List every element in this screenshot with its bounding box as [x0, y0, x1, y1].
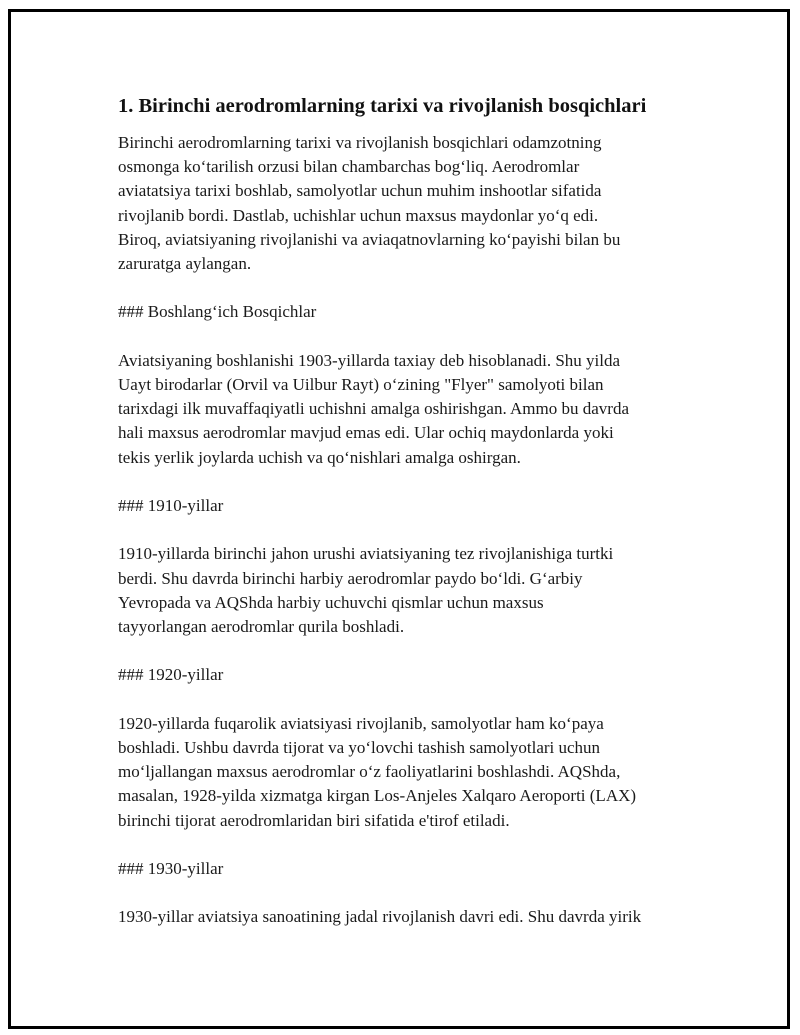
document-title: 1. Birinchi aerodromlarning tarixi va rivojlanish bosqichlari	[118, 95, 647, 117]
text-line: berdi. Shu davrda birinchi harbiy aerodromlar paydo boʻldi. Gʻarbiy	[118, 568, 583, 588]
text-line: Yevropada va AQShda harbiy uchuvchi qismlar uchun maxsus	[118, 592, 544, 612]
section-heading	[118, 494, 708, 518]
text-line: ### 1930-yillar	[118, 858, 224, 878]
text-line: Aviatsiyaning boshlanishi 1903-yillarda taxiay deb hisoblanadi. Shu yilda	[118, 350, 621, 370]
document-body	[118, 93, 708, 930]
block-spacer	[118, 833, 708, 857]
text-line: hali maxsus aerodromlar mavjud emas edi. Ular ochiq maydonlarda yoki	[118, 423, 614, 443]
text-line: boshladi. Ushbu davrda tijorat va yoʻlovchi tashish samolyotlari uchun	[118, 737, 601, 757]
section-heading	[118, 663, 708, 687]
document-blocks	[118, 131, 708, 930]
block-spacer	[118, 881, 708, 905]
paragraph	[118, 131, 708, 276]
block-spacer	[118, 325, 708, 349]
block-spacer	[118, 639, 708, 663]
text-line: ### Boshlangʻich Bosqichlar	[118, 302, 317, 322]
section-heading	[118, 300, 708, 324]
paragraph	[118, 349, 708, 470]
block-spacer	[118, 276, 708, 300]
block-spacer	[118, 518, 708, 542]
block-spacer	[118, 470, 708, 494]
paragraph	[118, 905, 708, 929]
text-line: osmonga koʻtarilish orzusi bilan chambarchas bogʻliq. Aerodromlar	[118, 157, 580, 177]
text-line: 1920-yillarda fuqarolik aviatsiyasi rivojlanib, samolyotlar ham koʻpaya	[118, 713, 604, 733]
block-spacer	[118, 688, 708, 712]
text-line: rivojlanib bordi. Dastlab, uchishlar uchun maxsus maydonlar yoʻq edi.	[118, 205, 599, 225]
text-line: ### 1920-yillar	[118, 665, 224, 685]
paragraph	[118, 542, 708, 639]
text-line: tayyorlangan aerodromlar qurila boshladi.	[118, 617, 405, 636]
text-line: ### 1910-yillar	[118, 496, 224, 515]
text-line: moʻljallangan maxsus aerodromlar oʻz faoliyatlarini boshlashdi. AQShda,	[118, 762, 621, 782]
text-line: tarixdagi ilk muvaffaqiyatli uchishni amalga oshirishgan. Ammo bu davrda	[118, 399, 629, 419]
section-heading	[118, 857, 708, 881]
text-line: zaruratga aylangan.	[118, 254, 252, 274]
text-line: Uayt birodarlar (Orvil va Uilbur Rayt) oʻzining "Flyer" samolyoti bilan	[118, 375, 604, 394]
text-line: Biroq, aviatsiyaning rivojlanishi va aviaqatnovlarning koʻpayishi bilan bu	[118, 229, 621, 249]
text-line: birinchi tijorat aerodromlaridan biri sifatida e'tirof etiladi.	[118, 810, 510, 830]
text-line: masalan, 1928-yilda xizmatga kirgan Los-Anjeles Xalqaro Aeroporti (LAX)	[118, 786, 637, 806]
text-line: 1910-yillarda birinchi jahon urushi aviatsiyaning tez rivojlanishiga turtki	[118, 544, 614, 564]
text-line: 1930-yillar aviatsiya sanoatining jadal rivojlanish davri edi. Shu davrda yirik	[118, 907, 642, 927]
paragraph	[118, 712, 708, 833]
text-line: aviatatsiya tarixi boshlab, samolyotlar uchun muhim inshootlar sifatida	[118, 181, 602, 201]
text-line: tekis yerlik joylarda uchish va qoʻnishlari amalga oshirgan.	[118, 447, 521, 467]
text-line: Birinchi aerodromlarning tarixi va rivojlanish bosqichlari odamzotning	[118, 133, 602, 152]
